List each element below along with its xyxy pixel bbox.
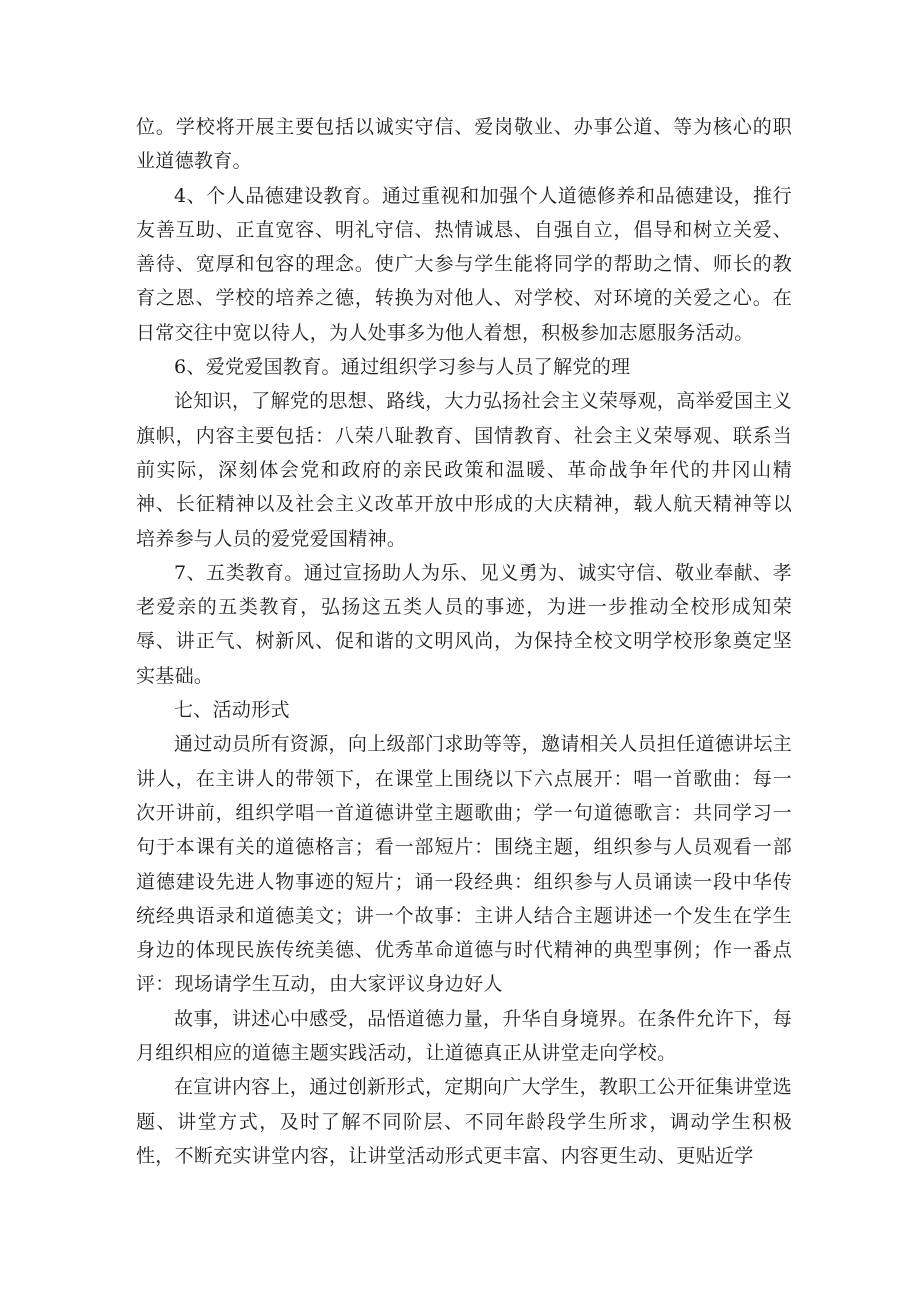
paragraph-patriotism-heading: 6、爱党爱国教育。通过组织学习参与人员了解党的理	[174, 356, 631, 379]
document-body	[136, 110, 792, 1173]
section-heading-activity-form: 七、活动形式	[174, 699, 290, 722]
paragraph-five-types: 7、五类教育。通过宣扬助人为乐、见义勇为、诚实守信、敬业奉献、孝老爱亲的五类教育，弘扬这五类人员的事迹，为进一步推动全校形成知荣辱、讲正气、树新风、促和谐的文明风尚，为保持全校文明学校形象奠定坚实基础。	[136, 561, 792, 687]
paragraph-professional-ethics-tail: 位。学校将开展主要包括以诚实守信、爱岗敬业、办事公道、等为核心的职业道德教育。	[136, 116, 792, 173]
paragraph-activity-description: 通过动员所有资源，向上级部门求助等等，邀请相关人员担任道德讲坛主讲人，在主讲人的带领下，在课堂上围绕以下六点展开：唱一首歌曲：每一次开讲前，组织学唱一首道德讲堂主题歌曲；学一句道德歌言：共同学习一句于本课有关的道德格言；看一部短片：围绕主题，组织参与人员观看一部道德建设先进人物事迹的短片；诵一段经典：组织参与人员诵读一段中华传统经典语录和道德美文；讲一个故事：主讲人结合主题讲述一个发生在学生身边的体现民族传统美德、优秀革命道德与时代精神的典型事例；作一番点评：现场请学生互动，由大家评议身边好人	[136, 733, 792, 996]
paragraph-patriotism-body: 论知识，了解党的思想、路线，大力弘扬社会主义荣辱观，高举爱国主义旗帜，内容主要包括：八荣八耻教育、国情教育、社会主义荣辱观、联系当前实际，深刻体会党和政府的亲民政策和温暖、革命战争年代的井冈山精神、长征精神以及社会主义改革开放中形成的大庆精神，载人航天精神等以培养参与人员的爱党爱国精神。	[136, 390, 792, 550]
paragraph-story-telling: 故事，讲述心中感受，品悟道德力量，升华自身境界。在条件允许下，每月组织相应的道德主题实践活动，让道德真正从讲堂走向学校。	[136, 1007, 792, 1065]
paragraph-personal-morality: 4、个人品德建设教育。通过重视和加强个人道德修养和品德建设，推行友善互助、正直宽容、明礼守信、热情诚恳、自强自立，倡导和树立关爱、善待、宽厚和包容的理念。使广大参与学生能将同学的帮助之情、师长的教育之恩、学校的培养之德，转换为对他人、对学校、对环境的关爱之心。在日常交往中宽以待人，为人处事多为他人着想，积极参加志愿服务活动。	[136, 184, 792, 344]
paragraph-content-innovation: 在宣讲内容上，通过创新形式，定期向广大学生，教职工公开征集讲堂选题、讲堂方式，及时了解不同阶层、不同年龄段学生所求，调动学生积极性，不断充实讲堂内容，让讲堂活动形式更丰富、内容更生动、更贴近学	[136, 1076, 792, 1167]
